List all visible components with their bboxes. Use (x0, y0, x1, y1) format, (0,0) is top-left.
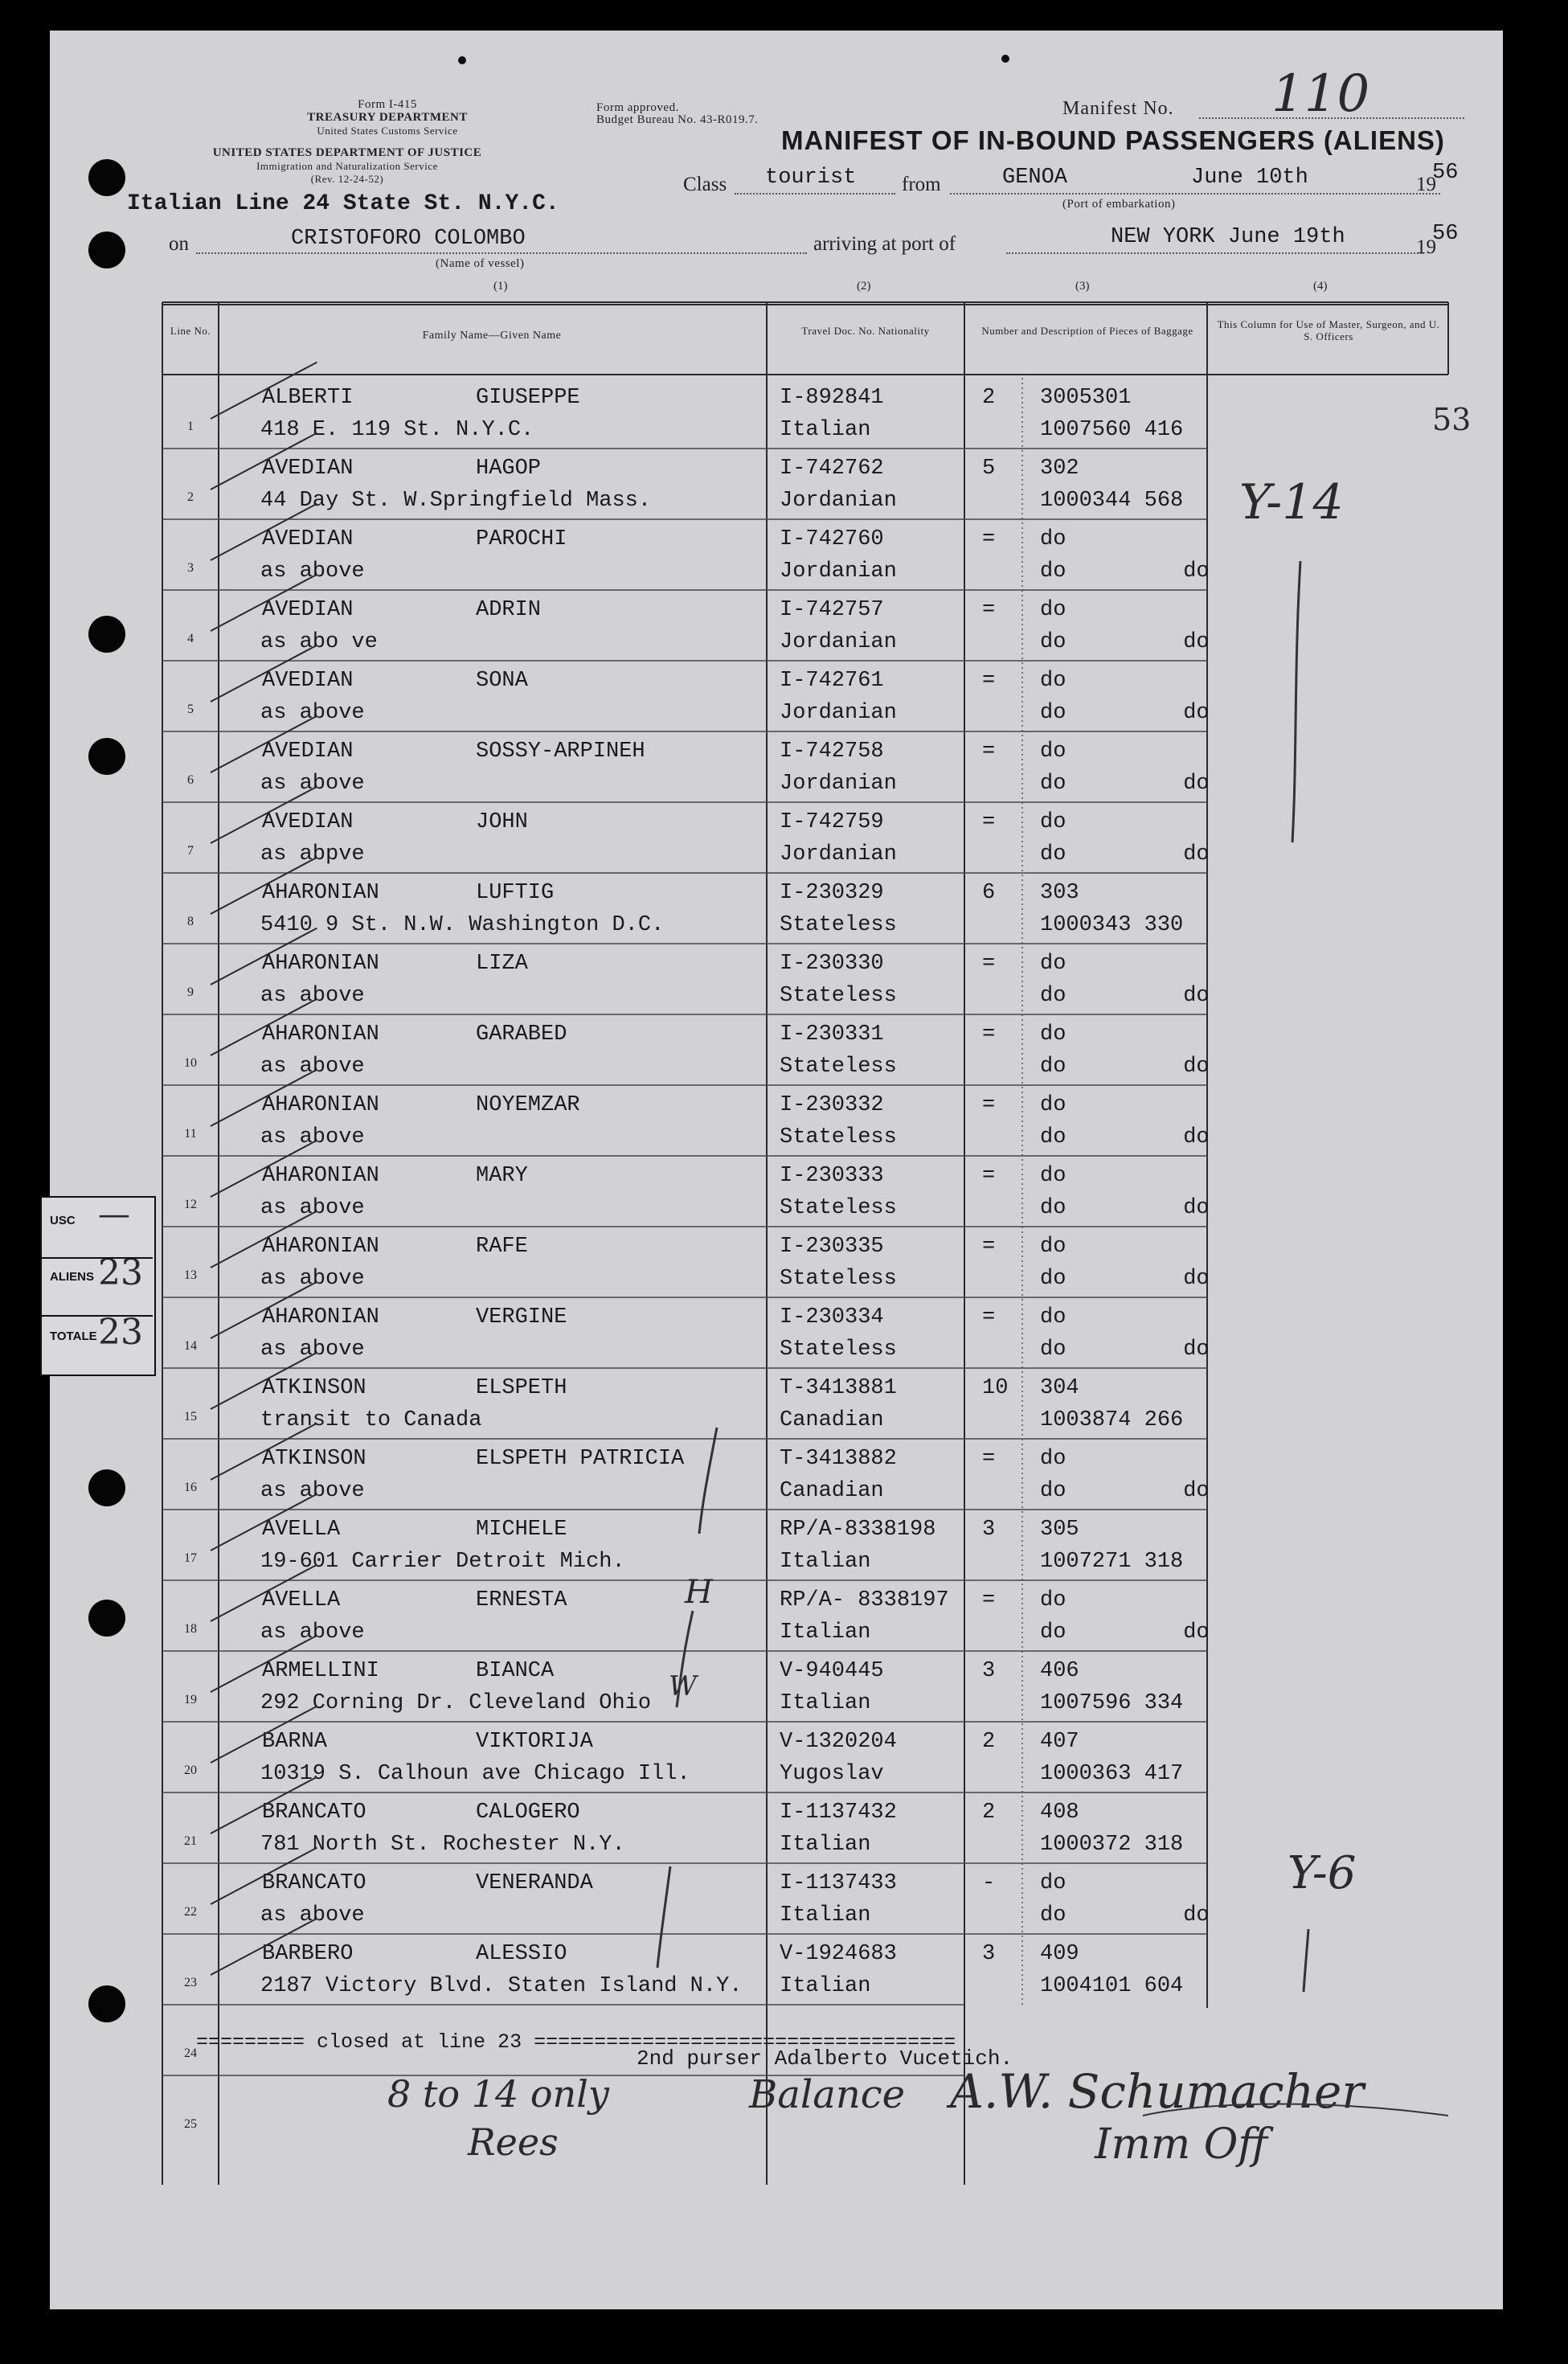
manifest-number: 110 (1271, 64, 1370, 124)
balance-note: Balance (749, 2072, 906, 2117)
dept-customs: United States Customs Service (317, 125, 458, 137)
baggage-pieces: 10 (982, 1376, 1009, 1400)
baggage-description: do do (1040, 1338, 1210, 1362)
baggage-tag: do (1040, 1235, 1066, 1259)
annotation-y14: Y-14 (1239, 474, 1344, 531)
col-header-doc: Travel Doc. No. Nationality (801, 325, 930, 337)
line-number: 6 (187, 773, 194, 787)
given-name: LUFTIG (476, 881, 555, 905)
given-name: ADRIN (476, 598, 542, 622)
nationality: Italian (780, 1691, 871, 1715)
given-name: PAROCHI (476, 527, 567, 551)
manifest-title: MANIFEST OF IN-BOUND PASSENGERS (ALIENS) (781, 125, 1445, 155)
address: 781 North St. Rochester N.Y. (260, 1833, 625, 1857)
punch-hole (88, 738, 125, 775)
col-header-name: Family Name—Given Name (422, 330, 562, 342)
baggage-tag: do (1040, 1588, 1066, 1612)
line-number: 25 (184, 2117, 197, 2131)
address: as above (260, 1125, 365, 1149)
line-number: 24 (184, 2046, 197, 2060)
travel-doc-number: V-940445 (780, 1659, 884, 1683)
arrival-port-date: NEW YORK June 19th (1111, 225, 1345, 249)
class-label: Class (683, 174, 727, 195)
baggage-description: 1004101 604 (1040, 1974, 1184, 1998)
line-number: 19 (184, 1693, 197, 1706)
family-name: AVELLA (262, 1588, 341, 1612)
family-name: AVEDIAN (262, 598, 354, 622)
nationality: Jordanian (780, 630, 897, 654)
baggage-description: do do (1040, 630, 1210, 654)
family-name: AHARONIAN (262, 1093, 379, 1117)
travel-doc-number: I-742758 (780, 740, 884, 764)
line-number: 4 (187, 632, 194, 645)
arriving-label: arriving at port of (813, 233, 956, 255)
family-name: AVEDIAN (262, 810, 354, 834)
arrival-year: 56 (1432, 222, 1459, 246)
given-name: RAFE (476, 1235, 528, 1259)
given-name: ERNESTA (476, 1588, 567, 1612)
baggage-pieces: 2 (982, 1801, 996, 1825)
nationality: Italian (780, 1974, 871, 1998)
form-number: Form I-415 (358, 98, 417, 111)
nationality: Canadian (780, 1479, 884, 1503)
baggage-pieces: 3 (982, 1518, 996, 1542)
line-number: 12 (184, 1198, 197, 1211)
dept-immigration: Immigration and Naturalization Service (256, 160, 438, 172)
from-label: from (902, 174, 941, 195)
baggage-pieces: 2 (982, 1730, 996, 1754)
given-name: SONA (476, 669, 528, 693)
baggage-tag: 407 (1040, 1730, 1079, 1754)
family-name: AVEDIAN (262, 527, 354, 551)
baggage-pieces: = (982, 1093, 996, 1117)
given-name: LIZA (476, 952, 528, 976)
address: 418 E. 119 St. N.Y.C. (260, 418, 534, 442)
given-name: GIUSEPPE (476, 386, 580, 410)
baggage-description: 1000372 318 (1040, 1833, 1184, 1857)
travel-doc-number: I-742762 (780, 457, 884, 481)
line-number: 20 (184, 1764, 197, 1777)
travel-doc-number: I-230332 (780, 1093, 884, 1117)
port-caption: (Port of embarkation) (1062, 198, 1176, 211)
annotation-h: H (685, 1574, 713, 1611)
baggage-tag: do (1040, 740, 1066, 764)
baggage-pieces: = (982, 810, 996, 834)
travel-doc-number: V-1924683 (780, 1942, 897, 1966)
address: as above (260, 1267, 365, 1291)
baggage-pieces: = (982, 1447, 996, 1471)
address: 5410 9 St. N.W. Washington D.C. (260, 913, 665, 937)
address: as abpve (260, 842, 365, 867)
line-number: 2 (187, 490, 194, 504)
baggage-tag: do (1040, 1871, 1066, 1895)
given-name: MARY (476, 1164, 528, 1188)
nationality: Jordanian (780, 559, 897, 584)
travel-doc-number: I-230331 (780, 1022, 884, 1047)
baggage-pieces: = (982, 1022, 996, 1047)
baggage-tag: 305 (1040, 1518, 1079, 1542)
baggage-description: do do (1040, 772, 1210, 796)
year-prefix: 19 (1416, 174, 1436, 195)
baggage-pieces: = (982, 1305, 996, 1329)
baggage-description: do do (1040, 1267, 1210, 1291)
nationality: Italian (780, 1833, 871, 1857)
line-number: 17 (184, 1551, 197, 1565)
baggage-tag: do (1040, 527, 1066, 551)
page-number: 53 (1432, 402, 1472, 437)
line-number: 14 (184, 1339, 197, 1353)
address: 44 Day St. W.Springfield Mass. (260, 489, 652, 513)
baggage-tag: 409 (1040, 1942, 1079, 1966)
address: 292 Corning Dr. Cleveland Ohio (260, 1691, 652, 1715)
travel-doc-number: I-230330 (780, 952, 884, 976)
family-name: AVEDIAN (262, 457, 354, 481)
family-name: BRANCATO (262, 1871, 366, 1895)
baggage-description: do do (1040, 984, 1210, 1008)
arrival-year-prefix: 19 (1416, 236, 1436, 258)
nationality: Yugoslav (780, 1762, 884, 1786)
baggage-tag: 3005301 (1040, 386, 1132, 410)
col-header-officers: This Column for Use of Master, Surgeon, and U. S. Officers (1217, 318, 1440, 342)
col-num-2: (2) (857, 280, 871, 293)
address: 19-601 Carrier Detroit Mich. (260, 1550, 625, 1574)
baggage-tag: do (1040, 1164, 1066, 1188)
address: as above (260, 772, 365, 796)
line-number: 8 (187, 915, 194, 928)
family-name: BARNA (262, 1730, 328, 1754)
stamp-label-usc: USC (50, 1214, 76, 1227)
travel-doc-number: I-1137432 (780, 1801, 897, 1825)
vessel-name: CRISTOFORO COLOMBO (291, 227, 526, 251)
baggage-tag: do (1040, 1305, 1066, 1329)
family-name: AHARONIAN (262, 881, 379, 905)
baggage-tag: 406 (1040, 1659, 1079, 1683)
punch-hole (88, 1600, 125, 1637)
given-name: ELSPETH (476, 1376, 567, 1400)
baggage-description: 1003874 266 (1040, 1408, 1184, 1432)
hand-strokes (50, 31, 1503, 2309)
baggage-pieces: = (982, 952, 996, 976)
baggage-tag: do (1040, 1447, 1066, 1471)
line-number: 3 (187, 561, 194, 575)
travel-doc-number: I-230334 (780, 1305, 884, 1329)
given-name: HAGOP (476, 457, 542, 481)
family-name: ALBERTI (262, 386, 354, 410)
nationality: Jordanian (780, 701, 897, 725)
address: transit to Canada (260, 1408, 482, 1432)
nationality: Italian (780, 1620, 871, 1645)
line-number: 22 (184, 1905, 197, 1919)
family-name: AHARONIAN (262, 1022, 379, 1047)
nationality: Jordanian (780, 772, 897, 796)
family-name: AVELLA (262, 1518, 341, 1542)
baggage-tag: do (1040, 669, 1066, 693)
embarkation-date: June 10th (1191, 166, 1308, 190)
stamp-label-total: TOTALE (50, 1329, 97, 1343)
line-number: 1 (187, 420, 194, 433)
given-name: SOSSY-ARPINEH (476, 740, 645, 764)
travel-doc-number: T-3413881 (780, 1376, 897, 1400)
port-of-embarkation: GENOA (1002, 166, 1068, 190)
given-name: BIANCA (476, 1659, 555, 1683)
officer-signature: A.W. Schumacher (950, 2064, 1365, 2119)
address: as above (260, 559, 365, 584)
baggage-pieces: = (982, 527, 996, 551)
travel-doc-number: I-742759 (780, 810, 884, 834)
pin-mark (1001, 55, 1009, 63)
given-name: VIKTORIJA (476, 1730, 593, 1754)
baggage-pieces: = (982, 1588, 996, 1612)
family-name: BARBERO (262, 1942, 354, 1966)
travel-doc-number: I-892841 (780, 386, 884, 410)
baggage-pieces: 2 (982, 386, 996, 410)
baggage-tag: do (1040, 952, 1066, 976)
address: as above (260, 1055, 365, 1079)
given-name: ELSPETH PATRICIA (476, 1447, 685, 1471)
address: 10319 S. Calhoun ave Chicago Ill. (260, 1762, 690, 1786)
baggage-tag: 303 (1040, 881, 1079, 905)
stamp-val-aliens: 23 (98, 1252, 143, 1293)
given-name: VENERANDA (476, 1871, 593, 1895)
address: as above (260, 701, 365, 725)
travel-doc-number: I-742757 (780, 598, 884, 622)
stamp-val-total: 23 (98, 1312, 143, 1353)
stamp-val-usc: — (98, 1196, 130, 1233)
line-address: Italian Line 24 State St. N.Y.C. (127, 191, 559, 216)
given-name: VERGINE (476, 1305, 567, 1329)
nationality: Stateless (780, 1267, 897, 1291)
officer-title: Imm Off (1095, 2120, 1268, 2169)
baggage-description: do do (1040, 1620, 1210, 1645)
baggage-description: 1007596 334 (1040, 1691, 1184, 1715)
travel-doc-number: I-230329 (780, 881, 884, 905)
punch-hole (88, 159, 125, 196)
address: as above (260, 1903, 365, 1928)
travel-doc-number: RP/A-8338198 (780, 1518, 936, 1542)
baggage-tag: 408 (1040, 1801, 1079, 1825)
travel-doc-number: RP/A- 8338197 (780, 1588, 949, 1612)
family-name: AHARONIAN (262, 952, 379, 976)
manifest-sheet (50, 31, 1503, 2309)
pin-mark (458, 56, 466, 64)
line-number: 16 (184, 1481, 197, 1494)
on-label: on (169, 233, 189, 255)
family-name: AHARONIAN (262, 1164, 379, 1188)
baggage-pieces: = (982, 669, 996, 693)
family-name: ATKINSON (262, 1376, 366, 1400)
family-name: ATKINSON (262, 1447, 366, 1471)
line-number: 5 (187, 703, 194, 716)
closed-at-line: ========= closed at line 23 =================================== (196, 2030, 956, 2054)
travel-doc-number: V-1320204 (780, 1730, 897, 1754)
address: as above (260, 1620, 365, 1645)
baggage-pieces: 3 (982, 1659, 996, 1683)
baggage-pieces: = (982, 740, 996, 764)
nationality: Jordanian (780, 842, 897, 867)
family-name: ARMELLINI (262, 1659, 379, 1683)
nationality: Italian (780, 418, 871, 442)
travel-doc-number: I-230333 (780, 1164, 884, 1188)
nationality: Stateless (780, 913, 897, 937)
annotation-w: W (669, 1670, 697, 1702)
col-num-1: (1) (493, 280, 508, 293)
baggage-tag: do (1040, 810, 1066, 834)
family-name: AHARONIAN (262, 1235, 379, 1259)
baggage-description: do do (1040, 1125, 1210, 1149)
given-name: MICHELE (476, 1518, 567, 1542)
rev-date: (Rev. 12-24-52) (310, 173, 384, 185)
baggage-tag: 302 (1040, 457, 1079, 481)
nationality: Stateless (780, 1055, 897, 1079)
line-number: 10 (184, 1056, 197, 1070)
travel-doc-number: I-742761 (780, 669, 884, 693)
col-header-baggage: Number and Description of Pieces of Baggage (981, 325, 1193, 337)
nationality: Stateless (780, 984, 897, 1008)
given-name: GARABED (476, 1022, 567, 1047)
baggage-pieces: - (982, 1871, 996, 1895)
travel-doc-number: T-3413882 (780, 1447, 897, 1471)
line-number: 21 (184, 1834, 197, 1848)
baggage-description: do do (1040, 1196, 1210, 1220)
address: as above (260, 1196, 365, 1220)
baggage-description: do do (1040, 1903, 1210, 1928)
class-value: tourist (765, 166, 857, 190)
punch-hole (88, 231, 125, 268)
line-number: 13 (184, 1268, 197, 1282)
line-number: 23 (184, 1976, 197, 1989)
stamp-label-aliens: ALIENS (50, 1270, 95, 1284)
baggage-description: do do (1040, 842, 1210, 867)
nationality: Stateless (780, 1125, 897, 1149)
address: as above (260, 1479, 365, 1503)
nationality: Italian (780, 1903, 871, 1928)
form-approved: Form approved. (596, 101, 679, 114)
dept-treasury: TREASURY DEPARTMENT (307, 111, 468, 124)
given-name: ALESSIO (476, 1942, 567, 1966)
col-num-3: (3) (1075, 280, 1090, 293)
baggage-description: 1000343 330 (1040, 913, 1184, 937)
baggage-tag: do (1040, 598, 1066, 622)
baggage-pieces: = (982, 1164, 996, 1188)
baggage-pieces: 3 (982, 1942, 996, 1966)
line-number: 18 (184, 1622, 197, 1636)
baggage-description: 1000363 417 (1040, 1762, 1184, 1786)
baggage-pieces: = (982, 1235, 996, 1259)
col-header-line-no: Line No. (170, 325, 211, 337)
family-name: BRANCATO (262, 1801, 366, 1825)
annotation-y6: Y-6 (1288, 1847, 1357, 1899)
col-num-4: (4) (1313, 280, 1328, 293)
nationality: Stateless (780, 1338, 897, 1362)
baggage-description: do do (1040, 1055, 1210, 1079)
baggage-pieces: = (982, 598, 996, 622)
hand-note-initials: Rees (468, 2120, 559, 2164)
address: as above (260, 984, 365, 1008)
nationality: Italian (780, 1550, 871, 1574)
vessel-caption: (Name of vessel) (436, 257, 525, 270)
baggage-description: 1007271 318 (1040, 1550, 1184, 1574)
baggage-description: 1000344 568 (1040, 489, 1184, 513)
line-number: 15 (184, 1410, 197, 1424)
hand-note-range: 8 to 14 only (387, 2072, 609, 2116)
travel-doc-number: I-230335 (780, 1235, 884, 1259)
given-name: CALOGERO (476, 1801, 580, 1825)
baggage-pieces: 5 (982, 457, 996, 481)
given-name: NOYEMZAR (476, 1093, 580, 1117)
line-number: 9 (187, 985, 194, 999)
baggage-pieces: 6 (982, 881, 996, 905)
baggage-tag: do (1040, 1093, 1066, 1117)
purser-name: 2nd purser Adalberto Vucetich. (637, 2046, 1013, 2071)
baggage-tag: do (1040, 1022, 1066, 1047)
address: as above (260, 1338, 365, 1362)
dept-justice: UNITED STATES DEPARTMENT OF JUSTICE (212, 146, 482, 159)
punch-hole (88, 1469, 125, 1506)
family-name: AHARONIAN (262, 1305, 379, 1329)
travel-doc-number: I-742760 (780, 527, 884, 551)
line-number: 7 (187, 844, 194, 858)
address: as abo ve (260, 630, 378, 654)
nationality: Stateless (780, 1196, 897, 1220)
nationality: Canadian (780, 1408, 884, 1432)
line-number: 11 (184, 1127, 197, 1141)
given-name: JOHN (476, 810, 528, 834)
family-name: AVEDIAN (262, 740, 354, 764)
punch-hole (88, 1985, 125, 2022)
punch-hole (88, 616, 125, 653)
embark-year: 56 (1432, 161, 1459, 185)
nationality: Jordanian (780, 489, 897, 513)
baggage-description: do do (1040, 1479, 1210, 1503)
family-name: AVEDIAN (262, 669, 354, 693)
manifest-label: Manifest No. (1062, 98, 1174, 119)
baggage-description: do do (1040, 701, 1210, 725)
baggage-description: do do (1040, 559, 1210, 584)
address: 2187 Victory Blvd. Staten Island N.Y. (260, 1974, 743, 1998)
budget-bureau: Budget Bureau No. 43-R019.7. (596, 113, 759, 126)
travel-doc-number: I-1137433 (780, 1871, 897, 1895)
baggage-tag: 304 (1040, 1376, 1079, 1400)
baggage-description: 1007560 416 (1040, 418, 1184, 442)
